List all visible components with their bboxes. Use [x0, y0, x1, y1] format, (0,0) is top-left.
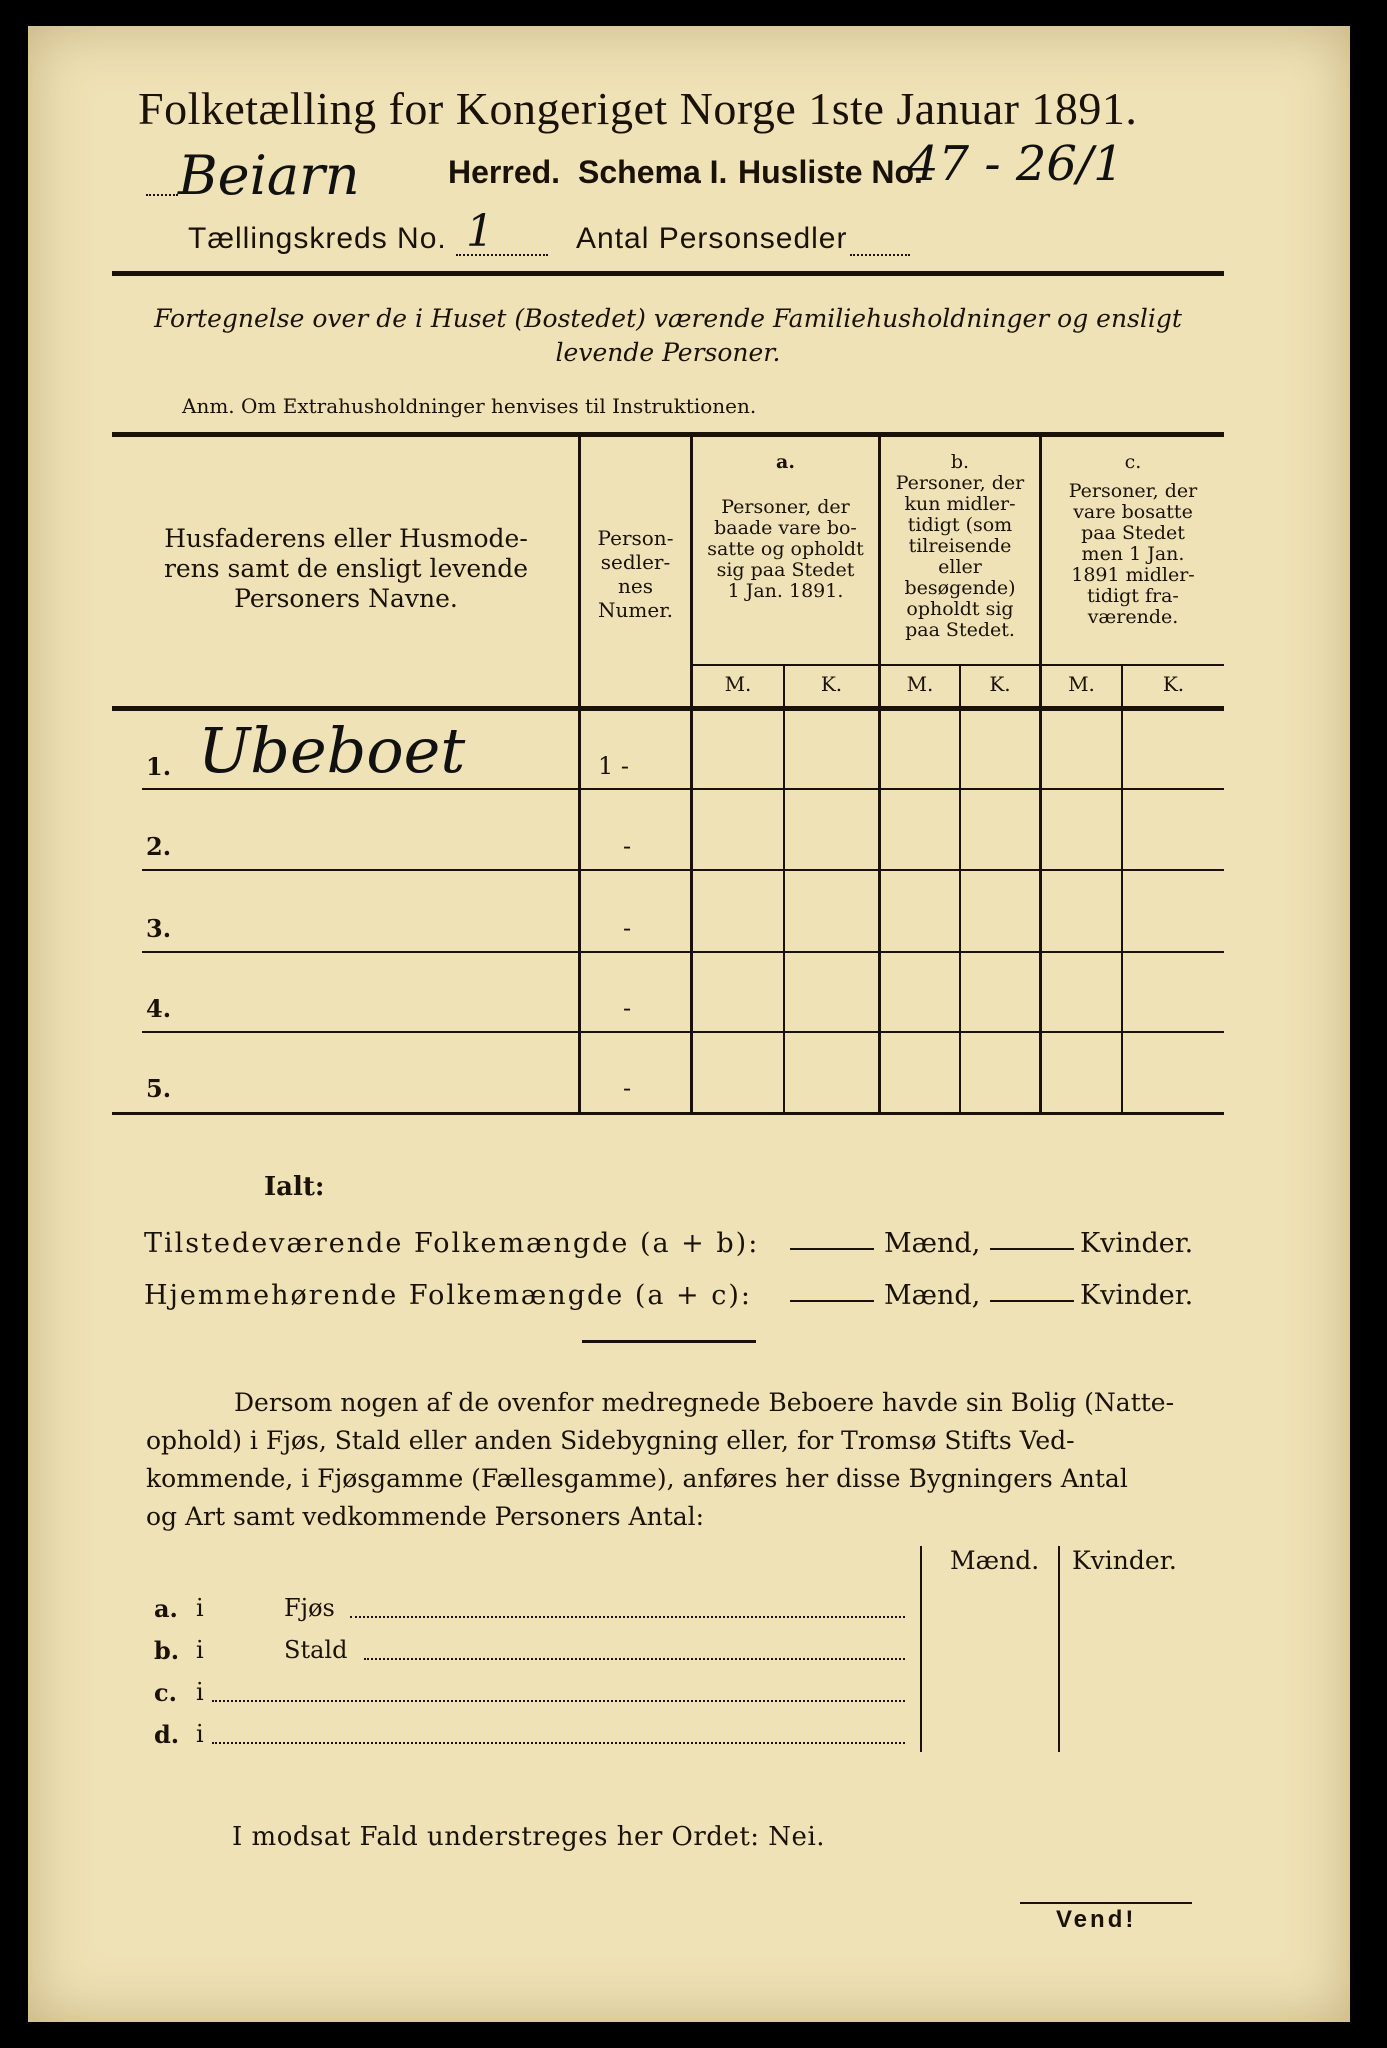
tilstede-kvinder-blank — [990, 1248, 1074, 1250]
hjemme-maend-label: Mænd, — [884, 1280, 981, 1311]
vend-label: Vend! — [1056, 1906, 1137, 1933]
kreds-label: Tællingskreds No. — [188, 222, 447, 255]
row-sedler-number: - — [623, 994, 632, 1022]
row-sedler-number: - — [623, 914, 632, 942]
row-sedler-number: - — [623, 832, 632, 860]
vline-a-mk — [783, 666, 785, 1114]
husliste-value: 47 - 26/1 — [908, 136, 1124, 192]
col-header-a: a. Personer, der baade vare bo- satte og opholdt sig paa Stedet 1 Jan. 1891. — [707, 451, 864, 602]
col-header-b: b. Personer, der kun midler- tidigt (som tilreisende eller besøgende) opholdt sig paa Stedet. — [895, 451, 1025, 641]
table-top-rule — [112, 432, 1224, 437]
row-number: 2. — [146, 832, 172, 861]
row-sedler-number: - — [623, 1074, 632, 1102]
building-dots — [212, 1700, 905, 1702]
paragraph-line-3: kommende, i Fjøsgamme (Fællesgamme), anføres her disse Bygningers Antal — [146, 1464, 1128, 1493]
building-letter: a. — [154, 1594, 178, 1623]
row-number: 4. — [146, 994, 172, 1023]
buildings-vline-2 — [1058, 1546, 1060, 1752]
form-title: Folketælling for Kongeriget Norge 1ste Januar 1891. — [138, 83, 1138, 134]
buildings-maend-header: Mænd. — [950, 1546, 1040, 1575]
vline-c-mk — [1121, 666, 1123, 1114]
b-k-label: K. — [989, 672, 1011, 696]
row-number: 3. — [146, 914, 172, 943]
tilstede-kvinder-label: Kvinder. — [1080, 1228, 1194, 1259]
building-i: i — [196, 1636, 204, 1664]
building-label: Fjøs — [284, 1594, 335, 1622]
c-k-label: K. — [1162, 672, 1185, 696]
census-form-page — [28, 26, 1350, 2022]
section-divider — [582, 1340, 756, 1343]
building-letter: c. — [154, 1678, 177, 1707]
hjemme-maend-blank — [790, 1300, 874, 1302]
building-letter: b. — [154, 1636, 180, 1665]
paragraph-line-2: ophold) i Fjøs, Stald eller anden Sidebygning eller, for Tromsø Stifts Ved- — [146, 1426, 1075, 1455]
table-header-bottom-rule — [112, 706, 1224, 711]
row-sedler-number: 1 - — [598, 752, 630, 780]
building-i: i — [196, 1678, 204, 1706]
antal-dots — [850, 254, 910, 256]
row-number: 1. — [146, 752, 172, 781]
vend-rule — [1020, 1902, 1192, 1904]
intro-line-1: Fortegnelse over de i Huset (Bostedet) værende Familiehusholdninger og ensligt — [154, 304, 1182, 333]
hjemme-label: Hjemmehørende Folkemængde (a + c): — [144, 1280, 752, 1311]
building-letter: d. — [154, 1720, 180, 1749]
col-header-name: Husfaderens eller Husmode- rens samt de ensligt levende Personers Navne. — [163, 524, 529, 613]
row-rule — [142, 788, 1224, 790]
building-label: Stald — [284, 1636, 348, 1664]
mk-rule — [693, 664, 1224, 666]
building-dots — [350, 1616, 905, 1618]
modsat-note: I modsat Fald understreges her Ordet: Nei. — [232, 1822, 826, 1852]
kreds-value: 1 — [466, 206, 494, 257]
schema-label: Schema I. — [578, 154, 728, 190]
c-m-label: M. — [1068, 672, 1095, 696]
a-k-label: K. — [820, 672, 843, 696]
tilstede-label: Tilstedeværende Folkemængde (a + b): — [144, 1228, 760, 1259]
tilstede-maend-label: Mænd, — [884, 1228, 981, 1259]
building-dots — [212, 1742, 905, 1744]
tilstede-maend-blank — [790, 1248, 874, 1250]
building-dots — [364, 1658, 905, 1660]
anm-note: Anm. Om Extrahusholdninger henvises til Instruktionen. — [182, 394, 757, 418]
paragraph-line-1: Dersom nogen af de ovenfor medregnede Beboere havde sin Bolig (Natte- — [234, 1388, 1175, 1417]
antal-label: Antal Personsedler — [576, 222, 848, 255]
row-name: Ubeboet — [198, 714, 466, 787]
col-header-c: c. Personer, der vare bosatte paa Stedet men 1 Jan. 1891 midler- tidigt fra- værende. — [1068, 451, 1198, 628]
herred-dots-left — [146, 194, 178, 196]
herred-value: Beiarn — [178, 144, 360, 207]
hjemme-kvinder-blank — [990, 1300, 1074, 1302]
table-bottom-rule — [112, 1112, 1224, 1115]
header-rule — [112, 271, 1224, 276]
row-number: 5. — [146, 1074, 172, 1103]
vline-b-mk — [959, 666, 961, 1114]
a-m-label: M. — [724, 672, 752, 696]
kreds-dots — [456, 254, 548, 256]
husliste-label: Husliste No. — [738, 154, 923, 190]
row-rule — [142, 951, 1224, 953]
col-header-num: Person- sedler- nes Numer. — [597, 526, 674, 622]
building-i: i — [196, 1720, 204, 1748]
herred-label: Herred. — [448, 154, 561, 190]
buildings-kvinder-header: Kvinder. — [1072, 1546, 1177, 1575]
hjemme-kvinder-label: Kvinder. — [1080, 1280, 1194, 1311]
buildings-vline-1 — [920, 1546, 922, 1752]
building-i: i — [196, 1594, 204, 1622]
row-rule — [142, 1031, 1224, 1033]
ialt-label: Ialt: — [264, 1172, 325, 1202]
paragraph-line-4: og Art samt vedkommende Personers Antal: — [146, 1502, 705, 1531]
b-m-label: M. — [906, 672, 934, 696]
row-rule — [142, 869, 1224, 871]
intro-line-2: levende Personer. — [555, 338, 781, 367]
